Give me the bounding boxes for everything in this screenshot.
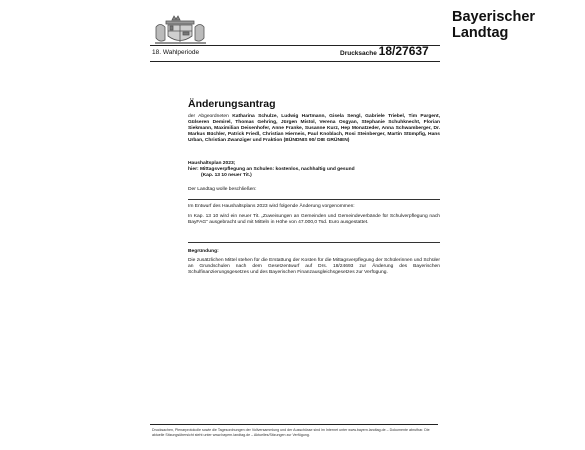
document-number-value: 27637 (395, 44, 429, 58)
budget-line: Haushaltsplan 2023; (188, 161, 236, 166)
authors-list: Katharina Schulze, Ludwig Hartmann, Gisela Sengl, Gabriele Triebel, Tim Pargent, Gülseren Demirel, Thomas Gehring, Jürgen Mistol, Verena Osgyan, Stephanie Schuhknecht, Florian Siekmann, Maximilian Deisenhofer, Anne Franke, Susanne Kurz, Hep Monatzeder, Anna Schwamberger, Dr. Markus Büchler, Patrick Friedl, Christian Hierneis, Paul Knoblach, Rosi Steinberger, Martin Stümpfig, Hans Urban, Christian Zwanziger und Fraktion (BÜNDNIS 90/ DIE GRÜNEN) (188, 114, 441, 144)
brand-logo (452, 9, 535, 41)
document-number-prefix: 18/ (378, 44, 396, 58)
reason-text: Die zusätzlichen Mittel stehen für die Erstattung der Kosten für die Mittagsverpflegung der Schülerinnen und Schüler an Grundschulen nach dem Gesetzentwurf auf Drs. 18/24693 zur Änderung des Bayerischen Schulfinanzierungsgesetzes und des Bayerischen Finanzausgleichsgesetzes zur Verfügung. (188, 258, 440, 276)
document-label: Drucksache (340, 50, 377, 57)
meta-rule (150, 61, 440, 62)
coat-of-arms-logo (152, 14, 224, 46)
section-divider-top (188, 199, 440, 200)
resolution-line: Der Landtag wolle beschließen: (188, 187, 257, 192)
legislative-period: 18. Wahlperiode (152, 49, 200, 56)
authors-paragraph (188, 114, 440, 144)
change-detail: In Kap. 13 10 wird ein neuer Tit. „Zuweisungen an Gemeinden und Gemeindeverbände für Schulverpflegung nach BayFAG“ ausgebracht und mit Mitteln in Höhe von 47.000,0 Tsd. Euro ausgestattet. (188, 214, 440, 226)
topic-line: hier: Mittagsverpflegung an Schulen: kostenlos, nachhaltig und gesund (188, 167, 355, 172)
authors-intro: der Abgeordneten (188, 114, 229, 119)
document-number (340, 44, 429, 58)
brand-line-1: Bayerischer (452, 9, 536, 25)
chapter-line: (Kap. 13 10 neuer Tit.) (201, 173, 252, 178)
brand-line-2: Landtag (452, 25, 509, 41)
section-divider-bottom (188, 242, 440, 243)
page-title: Änderungsantrag (188, 98, 276, 110)
footer-note: Drucksachen, Plenarprotokolle sowie die Tagesordnungen der Vollversammlung und der Ausschüsse sind im Internet unter www.bayern.landtag.de – Dokumente abrufbar. Die aktuelle Sitzungsübersicht steht unter www.bayern.landtag.de – Aktuelles/Sitzungen zur Verfügung. (152, 428, 430, 437)
change-intro: Im Entwurf des Haushaltsplans 2023 wird folgende Änderung vorgenommen: (188, 204, 355, 209)
reason-heading: Begründung: (188, 249, 219, 254)
footer-rule (150, 424, 438, 425)
